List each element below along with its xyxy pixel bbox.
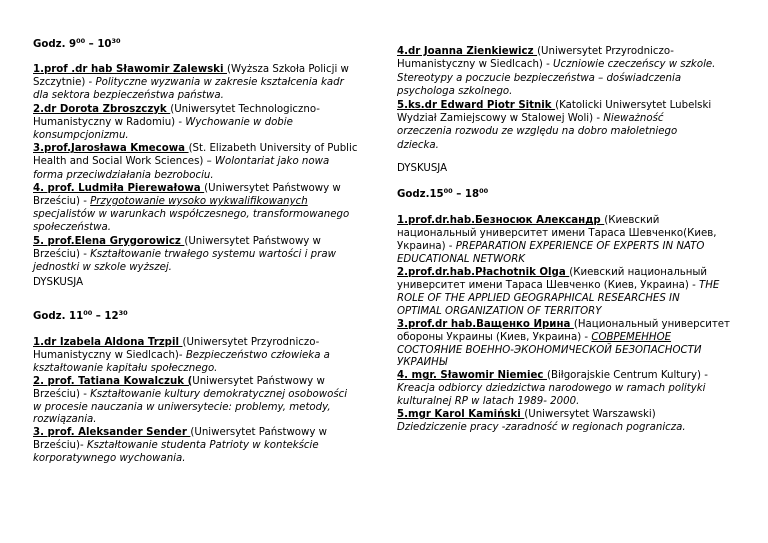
- affiliation: Brześciu) -: [33, 388, 91, 400]
- text-line: [33, 375, 325, 388]
- talk-title: rozwiązania.: [33, 414, 97, 426]
- text-line: [397, 125, 677, 138]
- affiliation: (Biłgorajskie Centrum Kultury) -: [547, 370, 708, 382]
- text-line: [33, 142, 357, 155]
- text-line: [33, 336, 319, 349]
- text-line: [397, 112, 664, 125]
- speaker-name: 1.prof.dr.hab.Безносюк Александр: [397, 215, 605, 226]
- text-line: [33, 195, 308, 208]
- talk-title: THE: [699, 279, 720, 291]
- text-line: [397, 227, 717, 240]
- talk-title: OPTIMAL ORGANIZATION OF TERRITORY: [397, 305, 602, 317]
- talk-title: orzeczenia rozwodu ze względu na dobro małoletniego: [397, 126, 678, 138]
- talk-title: społeczeństwa.: [33, 222, 111, 234]
- talk-title: Przygotowanie wysoko wykwalifikowanych: [90, 196, 308, 207]
- talk-title: Nieważność: [603, 113, 664, 124]
- affiliation: (Киевский национальный: [569, 266, 708, 278]
- speaker-name: 2.dr Dorota Zbroszczyk: [33, 103, 171, 115]
- talk-title: kulturalnej RP w latach 1989- 2000.: [397, 396, 580, 408]
- text-line: [33, 349, 330, 362]
- talk-title: Bezpieczeństwo człowieka a: [185, 349, 330, 361]
- text-line: [33, 116, 293, 129]
- speaker-name: 1.dr Izabela Aldona Trzpil: [33, 337, 183, 348]
- speaker-name: 2. prof. Tatiana Kowalczuk (: [33, 375, 193, 387]
- talk-title: w procesie nauczania w uniwersytecie: problemy, metody,: [33, 401, 331, 413]
- talk-title: УКРАИНЫ: [397, 357, 448, 369]
- text-line: [33, 235, 321, 248]
- text-line: [33, 129, 129, 142]
- affiliation: (Uniwersytet Państwowy w: [204, 182, 341, 194]
- talk-title: ROLE OF THE APPLIED GEOGRAPHICAL RESEARCHES IN: [397, 292, 680, 304]
- text-line: [397, 305, 601, 318]
- text-line: [397, 408, 656, 421]
- speaker-name: 2.prof.dr.hab.Płachotnik Olga: [397, 266, 570, 278]
- affiliation: (Wyższa Szkoła Policji w: [227, 64, 349, 75]
- text-line: [397, 331, 671, 344]
- affiliation: Humanistyczny w Siedlcach)-: [33, 349, 186, 361]
- text-line: [397, 85, 512, 98]
- text-line: [33, 89, 224, 102]
- speaker-name: 3.prof.Jarosława Kmecowa: [33, 143, 189, 155]
- speaker-name: 5. prof.Elena Grygorowicz: [33, 235, 185, 247]
- text-line: [33, 182, 341, 195]
- text-line: [397, 214, 659, 227]
- affiliation: национальный университет имени Тараса Шевченко(Киев,: [397, 227, 717, 239]
- talk-title: dla sektora bezpieczeństwa państwa.: [33, 90, 224, 102]
- affiliation: Uniwersytet Państwowy w: [192, 375, 325, 387]
- text-line: [33, 221, 111, 234]
- text-line: [397, 72, 681, 85]
- text-line: [397, 318, 730, 331]
- affiliation: (Uniwersytet Przyrodniczo-: [537, 46, 674, 57]
- affiliation: Brześciu) -: [33, 196, 91, 207]
- talk-title: specjalistów w warunkach współczesnego, transformowanego: [33, 209, 350, 221]
- affiliation: (Киевский: [604, 215, 660, 226]
- text-line: [397, 99, 711, 112]
- speaker-name: 4. mgr. Sławomir Niemiec: [397, 370, 548, 382]
- speaker-name: 4. prof. Ludmiła Pierewałowa: [33, 182, 205, 194]
- affiliation: Humanistyczny w Radomiu) -: [33, 116, 186, 128]
- affiliation: (St. Elizabeth University of Public: [188, 143, 358, 155]
- session-time-3: $Godz.15^{00} - 18^{00}$: [397, 187, 489, 200]
- talk-title: forma przeciwdziałania bezrobociu.: [33, 169, 214, 181]
- talk-title: EDUCATIONAL NETWORK: [397, 253, 525, 265]
- text-line: [33, 401, 331, 414]
- text-line: [33, 155, 329, 168]
- talk-title: Kształtowanie trwałego systemu wartości i praw: [90, 248, 336, 260]
- affiliation: (Uniwersytet Państwowy w: [190, 427, 327, 439]
- talk-title: jednostki w szkole wyższej.: [33, 262, 172, 273]
- session-time-1: Godz. $9^{00} - 10^{30}$: [33, 37, 121, 50]
- speaker-name: 5.mgr Karol Kamiński: [397, 409, 525, 421]
- talk-title: PREPARATION EXPERIENCE OF EXPERTS IN NATO: [455, 240, 705, 252]
- talk-title: korporatywnego wychowania.: [33, 453, 186, 465]
- affiliation: (Uniwersytet Warszawski): [524, 409, 656, 421]
- text-line: [397, 369, 708, 382]
- speaker-name: 3.prof.dr hab.Ващенко Ирина: [397, 318, 574, 330]
- talk-title: psychologa szkolnego.: [397, 86, 513, 98]
- text-line: [397, 240, 704, 253]
- affiliation: Brześciu) -: [33, 248, 91, 260]
- affiliation: (Katolicki Uniwersytet Lubelski: [555, 99, 712, 111]
- affiliation: (Uniwersytet Technologiczno-: [170, 103, 320, 115]
- speaker-name: 4.dr Joanna Zienkiewicz: [397, 46, 538, 57]
- affiliation: Wydział Zamiejscowy w Stalowej Woli) -: [397, 113, 604, 124]
- text-line: [33, 169, 214, 182]
- talk-title: Kształtowanie studenta Patrioty w kontekście: [86, 440, 319, 452]
- text-line: [397, 253, 525, 266]
- text-line: [397, 292, 680, 305]
- talk-title: Dziedziczenie pracy -zaradność w regionach pogranicza.: [397, 422, 686, 434]
- text-line: [397, 382, 705, 395]
- talk-title: СОСТОЯНИЕ ВОЕННО-ЭКОНОМИЧЕСКОЙ БЕЗОПАСНОСТИ: [397, 344, 702, 356]
- talk-title: Kreacja odbiorcy dziedzictwa narodowego w ramach polityki: [397, 383, 706, 395]
- session-time-2: Godz. $11^{00} - 12^{30}$: [33, 309, 128, 322]
- text-line: [397, 421, 686, 434]
- text-line: [33, 426, 327, 439]
- text-line: [33, 76, 344, 89]
- speaker-name: 3. prof. Aleksander Sender: [33, 427, 191, 439]
- affiliation: университет имени Тараса Шевченко (Киев, Украина) -: [397, 279, 700, 291]
- text-line: [397, 266, 707, 279]
- talk-title: Wychowanie w dobie: [185, 116, 293, 128]
- text-line: [397, 139, 439, 152]
- text-line: [397, 45, 674, 58]
- talk-title: Kształtowanie kultury demokratycznej osobowości: [90, 388, 348, 400]
- text-line: [33, 452, 185, 465]
- text-line: [33, 413, 97, 426]
- affiliation: обороны Украины (Киев, Украина) -: [397, 331, 592, 343]
- talk-title: kształtowanie kapitału społecznego.: [33, 362, 218, 374]
- text-line: [33, 388, 347, 401]
- affiliation: Brześciu)-: [33, 440, 87, 452]
- speaker-name: 1.prof .dr hab Sławomir Zalewski: [33, 64, 227, 75]
- talk-title: Wolontariat jako nowa: [214, 156, 330, 168]
- affiliation: Health and Social Work Sciences) –: [33, 156, 215, 168]
- affiliation: Украина) -: [397, 240, 456, 252]
- affiliation: Humanistyczny w Siedlcach) -: [397, 59, 554, 71]
- discussion-label: DYSKUSJA: [397, 163, 448, 174]
- talk-title: Uczniowie czeczeńscy w szkole.: [553, 59, 716, 71]
- talk-title: dziecka.: [397, 139, 439, 151]
- text-line: [397, 356, 447, 369]
- speaker-name: 5.ks.dr Edward Piotr Sitnik: [397, 99, 556, 111]
- text-line: [397, 344, 701, 357]
- text-line: [33, 63, 349, 76]
- talk-title: СОВРЕМЕННОЕ: [591, 331, 672, 343]
- text-line: [397, 279, 719, 292]
- affiliation: Szczytnie) -: [33, 77, 96, 89]
- text-line: [33, 103, 320, 116]
- talk-title: Polityczne wyzwania w zakresie kształcenia kadr: [95, 77, 344, 89]
- affiliation: (Uniwersytet Przyrodniczo-: [182, 337, 320, 348]
- talk-title: konsumpcjonizmu.: [33, 130, 129, 141]
- text-line: [33, 362, 217, 375]
- text-line: [33, 248, 336, 261]
- talk-title: Stereotypy a poczucie bezpieczeństwa – doświadczenia: [397, 72, 682, 84]
- text-line: [33, 261, 172, 274]
- text-line: [33, 439, 319, 452]
- affiliation: (Uniwersytet Państwowy w: [184, 235, 321, 247]
- text-line: [33, 208, 349, 221]
- affiliation: (Национальный университет: [573, 318, 730, 330]
- text-line: [397, 58, 715, 71]
- discussion-label: DYSKUSJA: [33, 277, 84, 288]
- text-line: [397, 395, 579, 408]
